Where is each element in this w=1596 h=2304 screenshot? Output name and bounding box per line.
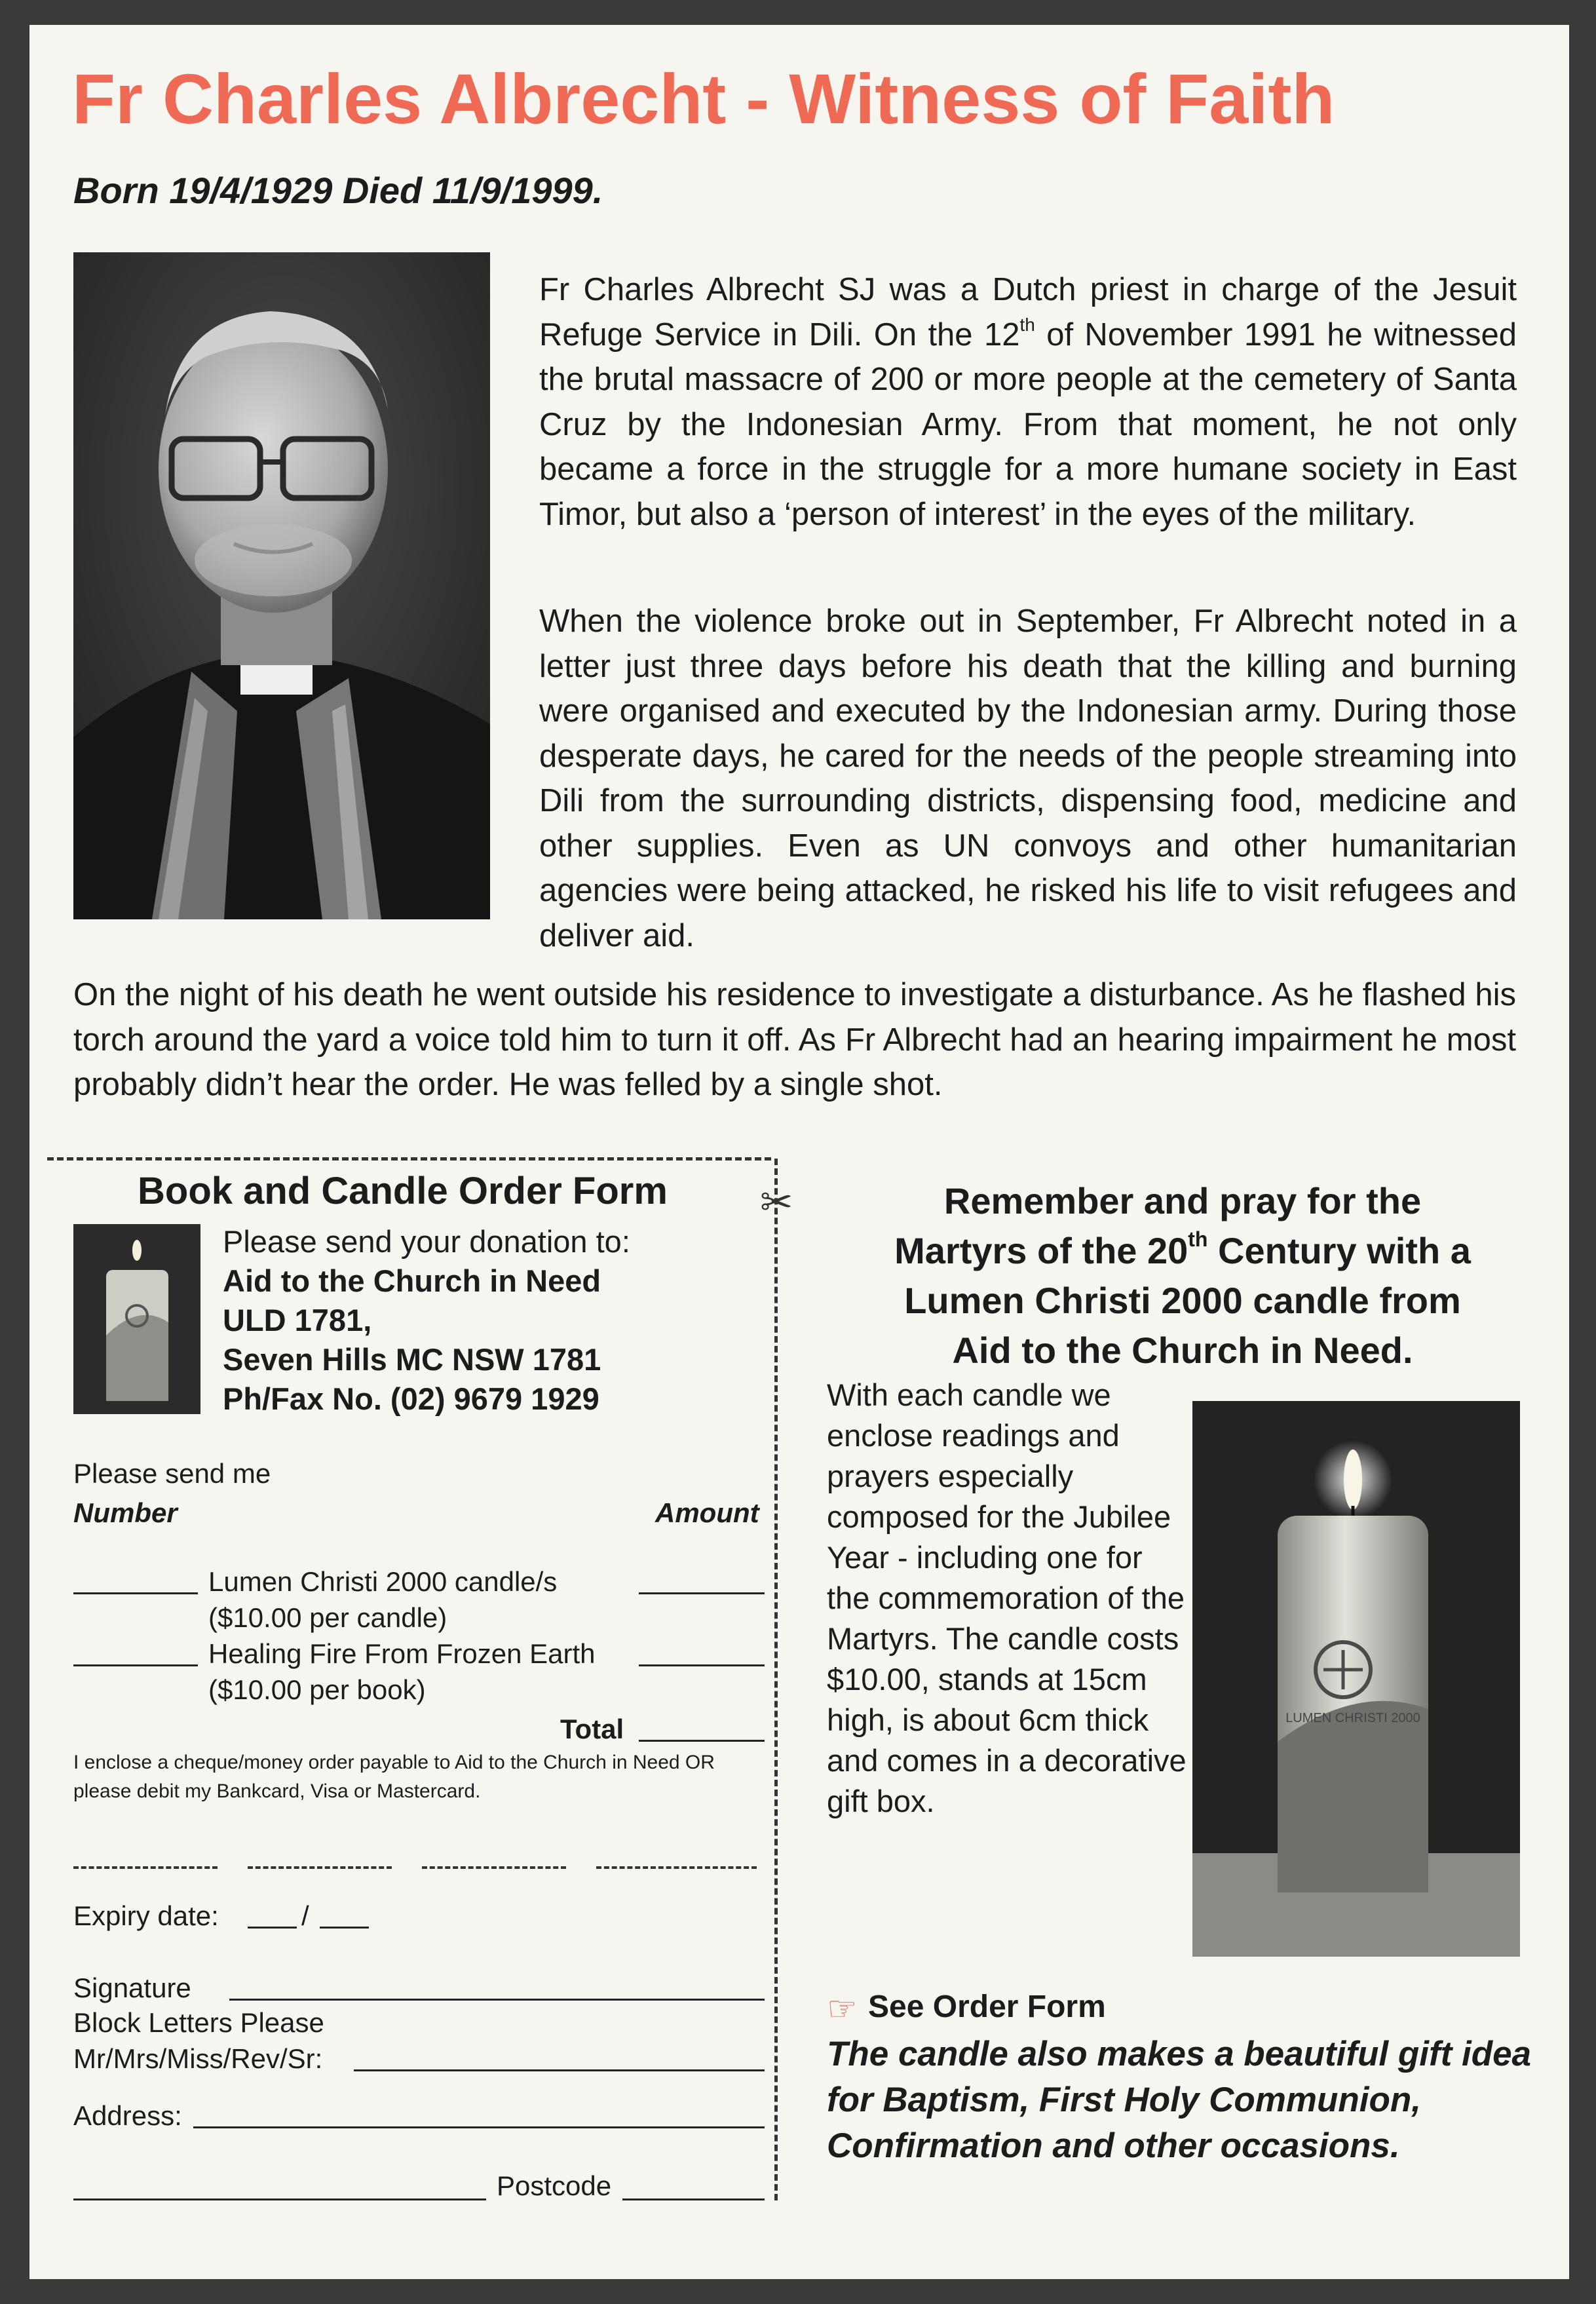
scissors-icon: ✂ xyxy=(760,1180,793,1224)
number-column-label: Number xyxy=(73,1497,178,1528)
name-field[interactable] xyxy=(354,2069,765,2071)
biography-paragraph-3: On the night of his death he went outside his residence to investigate a disturbance. As he flashed his torch around the yard a voice told him to turn it off. As Fr Albrecht had an hearing impairment he most probably didn’t hear the order. He was felled by a single shot. xyxy=(73,977,1516,1102)
pointing-hand-icon: ☞ xyxy=(827,1990,858,2028)
signature-field[interactable] xyxy=(229,1999,765,2001)
address-uld: ULD 1781, xyxy=(223,1303,372,1337)
postcode-label: Postcode xyxy=(497,2170,612,2201)
closing-statement: The candle also makes a beautiful gift idea for Baptism, First Holy Communion, Confirmation and other occasions. xyxy=(827,2035,1532,2165)
candle-quantity-field[interactable] xyxy=(73,1592,198,1594)
candle-label-text: LUMEN CHRISTI 2000 xyxy=(1285,1711,1420,1725)
signature-label: Signature xyxy=(73,1972,191,2003)
cut-line-horizontal xyxy=(47,1157,771,1161)
promo-heading-line4: Aid to the Church in Need. xyxy=(952,1330,1413,1371)
total-label: Total xyxy=(560,1714,624,1744)
see-order-form-link[interactable]: See Order Form xyxy=(868,1989,1106,2024)
item-book-label: Healing Fire From Frozen Earth xyxy=(208,1638,596,1669)
life-dates: Born 19/4/1929 Died 11/9/1999. xyxy=(73,170,603,211)
candle-photo xyxy=(1192,1401,1520,1957)
candle-amount-field[interactable] xyxy=(639,1592,765,1594)
promo-heading-line1: Remember and pray for the xyxy=(943,1180,1422,1221)
address-city: Seven Hills MC NSW 1781 xyxy=(223,1342,601,1377)
total-amount-field[interactable] xyxy=(639,1740,765,1742)
name-title-label: Mr/Mrs/Miss/Rev/Sr: xyxy=(73,2043,323,2074)
address-field-line1[interactable] xyxy=(193,2126,765,2128)
promo-heading-line2: Martyrs of the 20th Century with a xyxy=(894,1227,1471,1271)
book-quantity-field[interactable] xyxy=(73,1664,198,1666)
postcode-field[interactable] xyxy=(622,2198,765,2200)
address-organisation: Aid to the Church in Need xyxy=(223,1263,601,1298)
candle-description: With each candle we enclose readings and prayers especially composed for the Jubilee Year - including one for the commemoration of the Martyrs. The candle costs $10.00, stands at 15cm high, is about 6cm thick and comes in a decorative gift box. xyxy=(827,1377,1187,1818)
item-candle-price: ($10.00 per candle) xyxy=(208,1602,447,1633)
promo-heading-line3: Lumen Christi 2000 candle from xyxy=(904,1280,1461,1321)
biography-paragraph-1: Fr Charles Albrecht SJ was a Dutch priest in charge of the Jesuit Refuge Service in Dili. On the 12th of November 1991 he witnessed the brutal massacre of 200 or more people at the cemetery of Santa Cruz by the Indonesian Army. From that moment, he not only became a force in the struggle for a more humane society in East Timor, but also a ‘person of interest’ in the eyes of the military. xyxy=(539,272,1517,532)
portrait-photo xyxy=(73,252,490,919)
address-label: Address: xyxy=(73,2100,182,2131)
expiry-year-field[interactable] xyxy=(320,1927,369,1929)
address-intro: Please send your donation to: xyxy=(223,1224,630,1259)
address-phone: Ph/Fax No. (02) 9679 1929 xyxy=(223,1381,599,1416)
expiry-month-field[interactable] xyxy=(248,1927,297,1929)
amount-column-label: Amount xyxy=(655,1497,759,1528)
order-form-title: Book and Candle Order Form xyxy=(138,1170,668,1212)
candle-thumbnail xyxy=(73,1224,200,1414)
item-candle-label: Lumen Christi 2000 candle/s xyxy=(208,1566,558,1597)
please-send-label: Please send me xyxy=(73,1458,271,1489)
promo-heading xyxy=(819,1176,1546,1375)
address-field-line2[interactable] xyxy=(73,2198,486,2200)
item-book-price: ($10.00 per book) xyxy=(208,1674,426,1705)
book-amount-field[interactable] xyxy=(639,1664,765,1666)
page-title: Fr Charles Albrecht - Witness of Faith xyxy=(72,59,1335,138)
expiry-separator: / xyxy=(301,1900,309,1931)
expiry-date-label: Expiry date: xyxy=(73,1900,219,1931)
cut-line-vertical xyxy=(774,1159,778,2200)
donation-address xyxy=(223,1222,630,1419)
biography-paragraph-2: When the violence broke out in September, Fr Albrecht noted in a letter just three days before his death that the killing and burning were organised and executed by the Indonesian army. During those desperate days, he cared for the needs of the people streaming into Dili from the surrounding districts, dispensing food, medicine and other supplies. Even as UN convoys and other humanitarian agencies were being attacked, he risked his life to visit refugees and deliver aid. xyxy=(539,604,1517,953)
payment-note: I enclose a cheque/money order payable to Aid to the Church in Need OR please debit my Bankcard, Visa or Mastercard. xyxy=(73,1752,715,1802)
block-letters-label: Block Letters Please xyxy=(73,2007,324,2038)
